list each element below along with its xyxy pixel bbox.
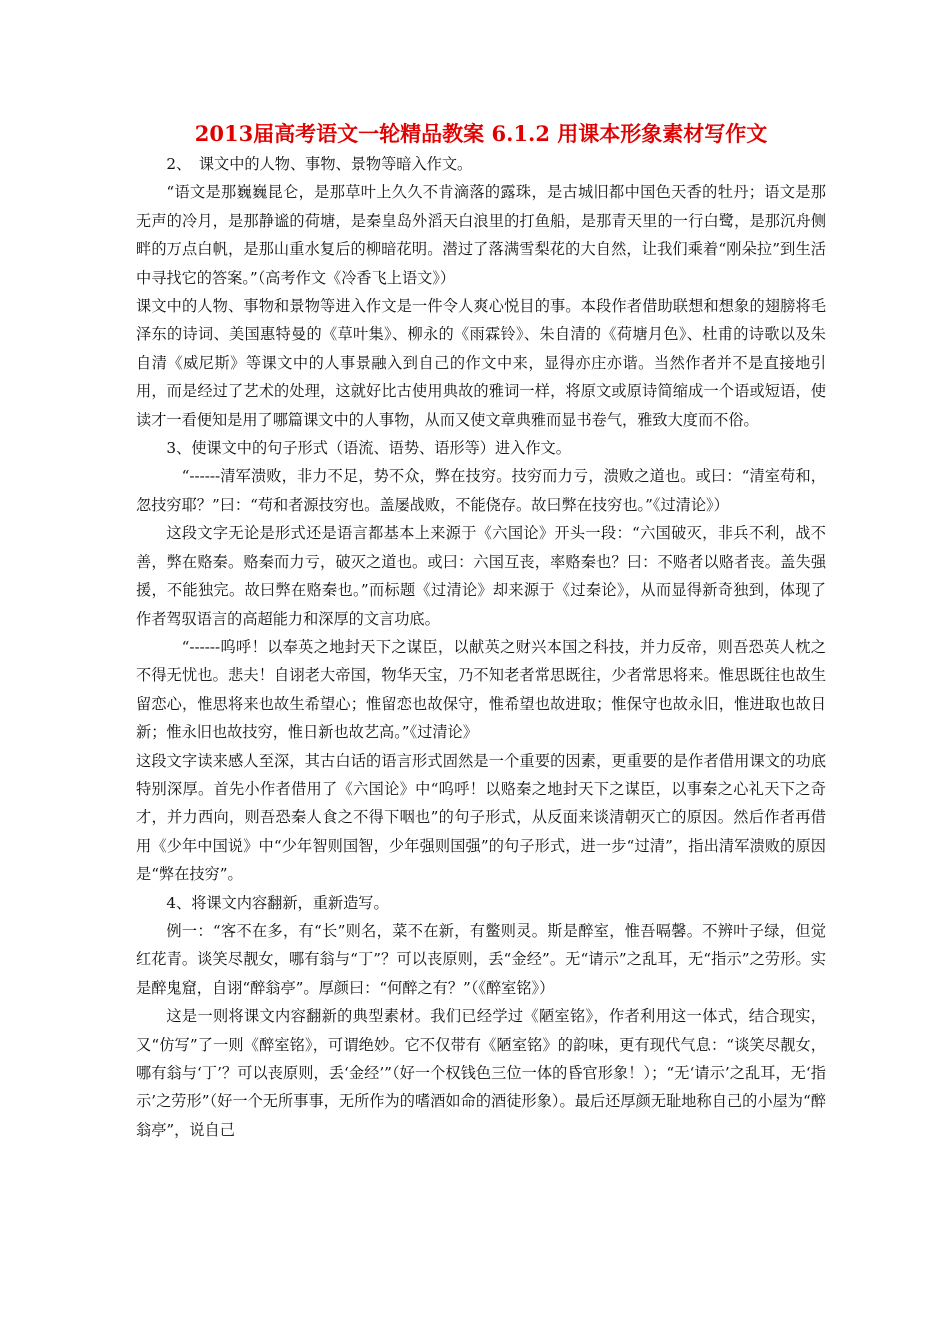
paragraph: 这段文字读来感人至深，其古白话的语言形式固然是一个重要的因素，更重要的是作者借用课文的功底特别深厚。首先小作者借用了《六国论》中“呜呼！以赂秦之地封天下之谋臣，以事秦之心礼天下之奇才，并力西向，则吾恐秦人食之不得下咽也”的句子形式，从反面来谈清朝灭亡的原因。然后作者再借用《少年中国说》中“少年智则国智，少年强则国强”的句子形式，进一步“过清”，指出清军溃败的原因是“弊在技穷”。	[136, 751, 826, 884]
paragraph: 例一：“客不在多，有“长”则名，菜不在新，有鳖则灵。斯是醉室，惟吾嗝馨。不辨叶子绿，但觉红花青。谈笑尽靓女，哪有翁与“丁”？可以丧原则，丢“金经”。无“请示”之乱耳，无“指示”之劳形。实是醉鬼窟，自诩“醉翁亭”。厚颜曰：“何醉之有？”（《醉室铭》）	[136, 921, 826, 997]
paragraph: 课文中的人物、事物和景物等进入作文是一件令人爽心悦目的事。本段作者借助联想和想象的翅膀将毛泽东的诗词、美国惠特曼的《草叶集》、柳永的《雨霖铃》、朱自清的《荷塘月色》、杜甫的诗歌以及朱自清《威尼斯》等课文中的人事景融入到自己的作文中来，显得亦庄亦谐。当然作者并不是直接地引用，而是经过了艺术的处理，这就好比古使用典故的雅词一样，将原文或原诗简缩成一个语或短语，使读才一看便知是用了哪篇课文中的人事物，从而又使文章典雅而显书卷气，雅致大度而不俗。	[136, 297, 826, 429]
paragraph: 2、 课文中的人物、事物、景物等暗入作文。	[166, 155, 473, 173]
document-title: 2013届高考语文一轮精品教案 6.1.2 用课本形象素材写作文	[194, 121, 768, 146]
paragraph: “------呜呼！以奉英之地封天下之谋臣，以献英之财兴本国之科技，并力反帝，则吾恐英人枕之不得无忧也。悲夫！自诩老大帝国，物华天宝，乃不知老者常思既往，少者常思将来。惟思既往也故生留恋心，惟思将来也故生希望心；惟留恋也故保守，惟希望也故进取；惟保守也故永旧，惟进取也故日新；惟永旧也故技穷，惟日新也故艺高。”《过清论》	[136, 637, 826, 742]
paragraph: 这段文字无论是形式还是语言都基本上来源于《六国论》开头一段：“六国破灭，非兵不利，战不善，弊在赂秦。赂秦而力亏，破灭之道也。或曰：六国互丧，率赂秦也？曰：不赂者以赂者丧。盖失强援，不能独完。故曰弊在赂秦也。”而标题《过清论》却来源于《过秦论》，从而显得新奇独到，体现了作者驾驭语言的高超能力和深厚的文言功底。	[136, 524, 826, 628]
paragraph: “------清军溃败，非力不足，势不众，弊在技穷。技穷而力亏，溃败之道也。或曰：“清室苟和，忽技穷耶？”曰：“苟和者源技穷也。盖屡战败，不能侥存。故曰弊在技穷也。”《过清论》）	[136, 467, 826, 514]
paragraph: “语文是那巍巍昆仑，是那草叶上久久不肯滴落的露珠，是古城旧都中国色天香的牡丹；语文是那无声的冷月，是那静谧的荷塘，是秦皇岛外滔天白浪里的打鱼船，是那青天里的一行白鹭，是那沉舟侧畔的万点白帆，是那山重水复后的柳暗花明。潜过了落满雪梨花的大自然，让我们乘着“刚朵拉”到生活中寻找它的答案。”（高考作文《冷香飞上语文》）	[136, 183, 826, 287]
paragraph: 3、使课文中的句子形式（语流、语势、语形等）进入作文。	[166, 439, 571, 458]
paragraph: 这是一则将课文内容翻新的典型素材。我们已经学过《陋室铭》，作者利用这一体式，结合现实，又“仿写”了一则《醉室铭》，可谓绝妙。它不仅带有《陋室铭》的韵味，更有现代气息：“谈笑尽靓女，哪有翁与‘丁’？可以丧原则，丢‘金经’”（好一个权钱色三位一体的昏官形象！）；“无‘请示’之乱耳，无‘指示’之劳形”（好一个无所事事，无所作为的嗜酒如命的酒徒形象）。最后还厚颜无耻地称自己的小屋为“醉翁亭”，说自己	[136, 1007, 826, 1139]
document-page	[136, 118, 826, 1144]
paragraph: 4、将课文内容翻新，重新造写。	[166, 893, 389, 912]
